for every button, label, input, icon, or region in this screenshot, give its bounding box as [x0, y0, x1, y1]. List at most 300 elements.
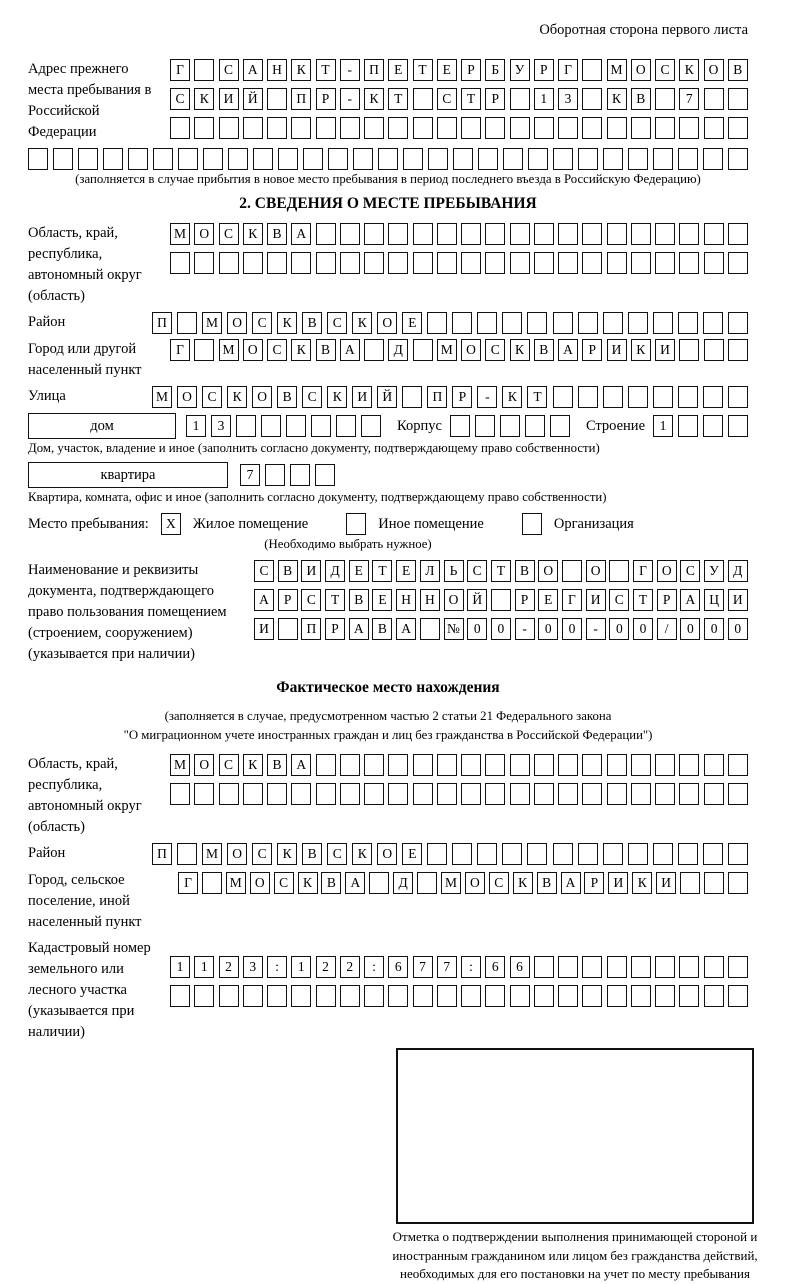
char-box[interactable] — [582, 117, 602, 139]
char-box[interactable]: П — [427, 386, 447, 408]
char-box[interactable] — [679, 223, 699, 245]
char-box[interactable]: К — [277, 843, 297, 865]
char-box[interactable]: С — [609, 589, 629, 611]
checkbox-residential[interactable]: X — [161, 513, 181, 535]
char-box[interactable]: 0 — [680, 618, 700, 640]
char-box[interactable]: Б — [485, 59, 505, 81]
char-box[interactable] — [219, 985, 239, 1007]
char-box[interactable] — [316, 252, 336, 274]
char-box[interactable] — [128, 148, 148, 170]
char-box[interactable] — [510, 252, 530, 274]
char-box[interactable]: Д — [388, 339, 408, 361]
char-box[interactable]: 1 — [653, 415, 673, 437]
char-box[interactable] — [558, 956, 578, 978]
char-box[interactable]: С — [327, 843, 347, 865]
char-box[interactable] — [582, 754, 602, 776]
char-box[interactable] — [553, 312, 573, 334]
char-box[interactable] — [728, 754, 748, 776]
char-box[interactable]: А — [680, 589, 700, 611]
char-box[interactable] — [728, 783, 748, 805]
char-box[interactable] — [170, 783, 190, 805]
char-box[interactable] — [219, 117, 239, 139]
char-box[interactable]: Ц — [704, 589, 724, 611]
char-box[interactable] — [267, 985, 287, 1007]
char-box[interactable]: А — [243, 59, 263, 81]
char-box[interactable] — [413, 88, 433, 110]
char-box[interactable]: А — [254, 589, 274, 611]
char-box[interactable]: Т — [316, 59, 336, 81]
char-box[interactable]: В — [537, 872, 557, 894]
char-box[interactable] — [278, 148, 298, 170]
char-box[interactable] — [510, 754, 530, 776]
char-box[interactable] — [364, 754, 384, 776]
char-box[interactable] — [316, 985, 336, 1007]
char-box[interactable] — [558, 985, 578, 1007]
char-box[interactable] — [452, 843, 472, 865]
char-box[interactable]: К — [327, 386, 347, 408]
char-box[interactable]: Г — [170, 59, 190, 81]
char-box[interactable] — [728, 312, 748, 334]
char-box[interactable] — [655, 223, 675, 245]
char-box[interactable] — [558, 223, 578, 245]
char-box[interactable] — [316, 117, 336, 139]
char-box[interactable]: П — [152, 312, 172, 334]
char-box[interactable] — [704, 339, 724, 361]
char-box[interactable]: Г — [178, 872, 198, 894]
char-box[interactable] — [703, 415, 723, 437]
char-box[interactable]: К — [364, 88, 384, 110]
char-box[interactable]: Р — [657, 589, 677, 611]
char-box[interactable]: 3 — [211, 415, 231, 437]
char-box[interactable]: О — [377, 312, 397, 334]
char-box[interactable] — [437, 252, 457, 274]
char-box[interactable] — [728, 252, 748, 274]
char-box[interactable]: К — [513, 872, 533, 894]
char-box[interactable]: А — [345, 872, 365, 894]
char-box[interactable] — [631, 985, 651, 1007]
char-box[interactable] — [413, 754, 433, 776]
char-box[interactable]: П — [291, 88, 311, 110]
char-box[interactable] — [437, 985, 457, 1007]
char-box[interactable]: С — [467, 560, 487, 582]
char-box[interactable] — [534, 985, 554, 1007]
char-box[interactable]: У — [704, 560, 724, 582]
char-box[interactable]: Н — [396, 589, 416, 611]
char-box[interactable]: К — [679, 59, 699, 81]
char-box[interactable] — [265, 464, 285, 486]
char-box[interactable]: Р — [485, 88, 505, 110]
char-box[interactable]: М — [441, 872, 461, 894]
char-box[interactable] — [503, 148, 523, 170]
char-box[interactable] — [607, 117, 627, 139]
char-box[interactable] — [553, 148, 573, 170]
char-box[interactable]: Е — [538, 589, 558, 611]
char-box[interactable] — [194, 117, 214, 139]
char-box[interactable]: 1 — [194, 956, 214, 978]
char-box[interactable] — [728, 415, 748, 437]
char-box[interactable]: С — [274, 872, 294, 894]
char-box[interactable] — [461, 783, 481, 805]
char-box[interactable]: В — [277, 386, 297, 408]
char-box[interactable] — [403, 148, 423, 170]
char-box[interactable] — [290, 464, 310, 486]
char-box[interactable] — [582, 59, 602, 81]
char-box[interactable]: С — [219, 59, 239, 81]
char-box[interactable] — [340, 252, 360, 274]
char-box[interactable]: Т — [372, 560, 392, 582]
char-box[interactable] — [628, 386, 648, 408]
char-box[interactable] — [703, 843, 723, 865]
char-box[interactable] — [704, 754, 724, 776]
char-box[interactable] — [500, 415, 520, 437]
char-box[interactable]: Е — [402, 312, 422, 334]
char-box[interactable]: Т — [325, 589, 345, 611]
char-box[interactable]: Р — [325, 618, 345, 640]
char-box[interactable] — [485, 754, 505, 776]
char-box[interactable] — [704, 956, 724, 978]
char-box[interactable] — [78, 148, 98, 170]
char-box[interactable]: 2 — [316, 956, 336, 978]
char-box[interactable] — [631, 117, 651, 139]
char-box[interactable] — [364, 252, 384, 274]
char-box[interactable] — [655, 252, 675, 274]
char-box[interactable] — [267, 117, 287, 139]
char-box[interactable]: С — [437, 88, 457, 110]
char-box[interactable] — [243, 252, 263, 274]
char-box[interactable] — [170, 117, 190, 139]
char-box[interactable] — [534, 117, 554, 139]
char-box[interactable] — [628, 148, 648, 170]
char-box[interactable]: О — [586, 560, 606, 582]
char-box[interactable] — [553, 843, 573, 865]
char-box[interactable]: О — [444, 589, 464, 611]
char-box[interactable] — [628, 312, 648, 334]
char-box[interactable] — [678, 312, 698, 334]
char-box[interactable]: : — [461, 956, 481, 978]
char-box[interactable] — [485, 252, 505, 274]
char-box[interactable]: С — [219, 223, 239, 245]
char-box[interactable] — [703, 386, 723, 408]
char-box[interactable]: О — [177, 386, 197, 408]
char-box[interactable]: Ь — [444, 560, 464, 582]
char-box[interactable]: И — [656, 872, 676, 894]
char-box[interactable] — [461, 754, 481, 776]
char-box[interactable]: Д — [393, 872, 413, 894]
char-box[interactable]: М — [219, 339, 239, 361]
char-box[interactable] — [388, 252, 408, 274]
char-box[interactable] — [631, 223, 651, 245]
char-box[interactable]: И — [219, 88, 239, 110]
char-box[interactable]: А — [558, 339, 578, 361]
char-box[interactable] — [679, 117, 699, 139]
char-box[interactable] — [243, 117, 263, 139]
char-box[interactable]: И — [301, 560, 321, 582]
char-box[interactable] — [728, 223, 748, 245]
char-box[interactable] — [728, 985, 748, 1007]
char-box[interactable]: М — [152, 386, 172, 408]
char-box[interactable]: С — [680, 560, 700, 582]
char-box[interactable]: 7 — [679, 88, 699, 110]
char-box[interactable] — [704, 985, 724, 1007]
char-box[interactable] — [704, 117, 724, 139]
char-box[interactable]: В — [631, 88, 651, 110]
char-box[interactable]: - — [586, 618, 606, 640]
char-box[interactable] — [631, 783, 651, 805]
char-box[interactable]: П — [152, 843, 172, 865]
char-box[interactable] — [679, 252, 699, 274]
char-box[interactable] — [475, 415, 495, 437]
char-box[interactable] — [728, 956, 748, 978]
char-box[interactable] — [170, 252, 190, 274]
char-box[interactable]: И — [728, 589, 748, 611]
char-box[interactable] — [316, 223, 336, 245]
char-box[interactable] — [728, 339, 748, 361]
char-box[interactable]: В — [349, 589, 369, 611]
char-box[interactable] — [461, 117, 481, 139]
char-box[interactable] — [253, 148, 273, 170]
char-box[interactable] — [417, 872, 437, 894]
char-box[interactable] — [477, 843, 497, 865]
char-box[interactable] — [378, 148, 398, 170]
char-box[interactable]: С — [202, 386, 222, 408]
char-box[interactable] — [558, 117, 578, 139]
char-box[interactable] — [655, 985, 675, 1007]
char-box[interactable] — [388, 754, 408, 776]
char-box[interactable] — [194, 59, 214, 81]
char-box[interactable] — [728, 117, 748, 139]
char-box[interactable] — [607, 956, 627, 978]
char-box[interactable]: С — [485, 339, 505, 361]
char-box[interactable] — [413, 339, 433, 361]
char-box[interactable] — [177, 843, 197, 865]
char-box[interactable]: Н — [267, 59, 287, 81]
char-box[interactable] — [450, 415, 470, 437]
char-box[interactable]: К — [291, 339, 311, 361]
char-box[interactable] — [603, 843, 623, 865]
char-box[interactable] — [267, 252, 287, 274]
char-box[interactable]: - — [477, 386, 497, 408]
char-box[interactable] — [578, 312, 598, 334]
char-box[interactable]: 0 — [467, 618, 487, 640]
char-box[interactable] — [364, 223, 384, 245]
char-box[interactable] — [202, 872, 222, 894]
char-box[interactable] — [388, 985, 408, 1007]
char-box[interactable]: О — [465, 872, 485, 894]
char-box[interactable]: А — [291, 223, 311, 245]
char-box[interactable]: 1 — [170, 956, 190, 978]
char-box[interactable] — [219, 252, 239, 274]
char-box[interactable] — [364, 783, 384, 805]
checkbox-organization[interactable] — [522, 513, 542, 535]
char-box[interactable]: 3 — [243, 956, 263, 978]
char-box[interactable]: 7 — [437, 956, 457, 978]
char-box[interactable]: Л — [420, 560, 440, 582]
char-box[interactable]: В — [728, 59, 748, 81]
char-box[interactable] — [303, 148, 323, 170]
char-box[interactable]: Т — [633, 589, 653, 611]
char-box[interactable]: А — [561, 872, 581, 894]
char-box[interactable]: К — [631, 339, 651, 361]
char-box[interactable]: В — [302, 843, 322, 865]
char-box[interactable]: 1 — [291, 956, 311, 978]
char-box[interactable] — [461, 985, 481, 1007]
char-box[interactable] — [388, 223, 408, 245]
char-box[interactable]: П — [301, 618, 321, 640]
char-box[interactable]: О — [538, 560, 558, 582]
char-box[interactable] — [704, 252, 724, 274]
char-box[interactable]: Н — [420, 589, 440, 611]
char-box[interactable]: Р — [534, 59, 554, 81]
char-box[interactable] — [510, 88, 530, 110]
char-box[interactable] — [291, 783, 311, 805]
char-box[interactable] — [704, 223, 724, 245]
char-box[interactable] — [311, 415, 331, 437]
char-box[interactable] — [427, 312, 447, 334]
char-box[interactable]: - — [340, 59, 360, 81]
char-box[interactable]: О — [377, 843, 397, 865]
char-box[interactable]: О — [227, 312, 247, 334]
char-box[interactable] — [316, 754, 336, 776]
char-box[interactable]: М — [202, 843, 222, 865]
char-box[interactable] — [194, 339, 214, 361]
char-box[interactable]: Г — [633, 560, 653, 582]
char-box[interactable]: О — [252, 386, 272, 408]
char-box[interactable] — [361, 415, 381, 437]
char-box[interactable]: О — [227, 843, 247, 865]
char-box[interactable] — [267, 88, 287, 110]
char-box[interactable]: Т — [461, 88, 481, 110]
char-box[interactable]: В — [267, 754, 287, 776]
char-box[interactable]: 1 — [186, 415, 206, 437]
char-box[interactable] — [502, 843, 522, 865]
char-box[interactable]: О — [461, 339, 481, 361]
char-box[interactable] — [653, 312, 673, 334]
char-box[interactable] — [582, 956, 602, 978]
char-box[interactable] — [607, 985, 627, 1007]
char-box[interactable]: И — [655, 339, 675, 361]
char-box[interactable] — [340, 223, 360, 245]
char-box[interactable]: 0 — [562, 618, 582, 640]
char-box[interactable] — [631, 754, 651, 776]
char-box[interactable] — [534, 223, 554, 245]
char-box[interactable] — [428, 148, 448, 170]
char-box[interactable]: В — [267, 223, 287, 245]
char-box[interactable] — [364, 117, 384, 139]
char-box[interactable] — [194, 252, 214, 274]
char-box[interactable]: К — [607, 88, 627, 110]
char-box[interactable] — [316, 783, 336, 805]
char-box[interactable]: - — [340, 88, 360, 110]
char-box[interactable] — [527, 843, 547, 865]
char-box[interactable]: 0 — [704, 618, 724, 640]
char-box[interactable]: С — [252, 843, 272, 865]
char-box[interactable]: 0 — [609, 618, 629, 640]
char-box[interactable] — [153, 148, 173, 170]
char-box[interactable] — [178, 148, 198, 170]
char-box[interactable] — [550, 415, 570, 437]
char-box[interactable]: И — [608, 872, 628, 894]
char-box[interactable] — [679, 985, 699, 1007]
char-box[interactable] — [278, 618, 298, 640]
char-box[interactable]: С — [170, 88, 190, 110]
char-box[interactable] — [582, 223, 602, 245]
char-box[interactable] — [653, 386, 673, 408]
char-box[interactable]: - — [515, 618, 535, 640]
char-box[interactable]: А — [349, 618, 369, 640]
char-box[interactable] — [485, 985, 505, 1007]
char-box[interactable]: С — [252, 312, 272, 334]
char-box[interactable] — [261, 415, 281, 437]
char-box[interactable]: Р — [316, 88, 336, 110]
char-box[interactable]: И — [586, 589, 606, 611]
char-box[interactable] — [286, 415, 306, 437]
char-box[interactable]: Р — [452, 386, 472, 408]
char-box[interactable]: Й — [243, 88, 263, 110]
char-box[interactable] — [461, 223, 481, 245]
char-box[interactable] — [631, 956, 651, 978]
char-box[interactable] — [603, 148, 623, 170]
char-box[interactable] — [510, 783, 530, 805]
char-box[interactable]: В — [534, 339, 554, 361]
char-box[interactable] — [582, 783, 602, 805]
char-box[interactable] — [177, 312, 197, 334]
char-box[interactable] — [103, 148, 123, 170]
char-box[interactable]: С — [302, 386, 322, 408]
char-box[interactable] — [170, 985, 190, 1007]
char-box[interactable] — [703, 312, 723, 334]
char-box[interactable] — [478, 148, 498, 170]
char-box[interactable]: А — [291, 754, 311, 776]
char-box[interactable] — [678, 386, 698, 408]
char-box[interactable] — [558, 754, 578, 776]
char-box[interactable] — [194, 783, 214, 805]
char-box[interactable] — [388, 783, 408, 805]
char-box[interactable] — [364, 339, 384, 361]
char-box[interactable] — [728, 386, 748, 408]
char-box[interactable]: К — [352, 312, 372, 334]
char-box[interactable] — [413, 117, 433, 139]
char-box[interactable] — [420, 618, 440, 640]
char-box[interactable] — [704, 88, 724, 110]
char-box[interactable]: Т — [388, 88, 408, 110]
char-box[interactable]: М — [437, 339, 457, 361]
char-box[interactable]: К — [632, 872, 652, 894]
char-box[interactable]: В — [302, 312, 322, 334]
char-box[interactable]: Й — [467, 589, 487, 611]
char-box[interactable] — [653, 843, 673, 865]
char-box[interactable]: О — [243, 339, 263, 361]
char-box[interactable]: № — [444, 618, 464, 640]
char-box[interactable]: 0 — [728, 618, 748, 640]
char-box[interactable] — [437, 117, 457, 139]
char-box[interactable]: Р — [461, 59, 481, 81]
char-box[interactable]: 7 — [240, 464, 260, 486]
char-box[interactable] — [340, 985, 360, 1007]
char-box[interactable]: Р — [278, 589, 298, 611]
char-box[interactable] — [340, 783, 360, 805]
char-box[interactable]: Р — [515, 589, 535, 611]
char-box[interactable]: 6 — [510, 956, 530, 978]
char-box[interactable]: Г — [170, 339, 190, 361]
char-box[interactable] — [680, 872, 700, 894]
char-box[interactable] — [364, 985, 384, 1007]
char-box[interactable]: В — [316, 339, 336, 361]
char-box[interactable] — [655, 754, 675, 776]
char-box[interactable]: С — [301, 589, 321, 611]
char-box[interactable]: У — [510, 59, 530, 81]
char-box[interactable] — [291, 985, 311, 1007]
char-box[interactable] — [631, 252, 651, 274]
